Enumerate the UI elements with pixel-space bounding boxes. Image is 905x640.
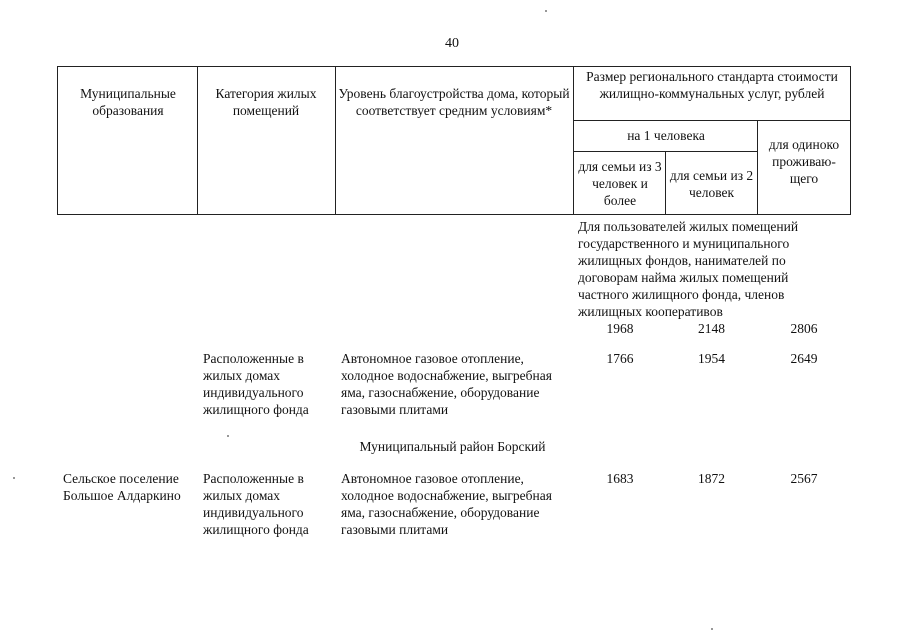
district-heading: Муниципальный район Борский — [359, 439, 546, 454]
value-cell: 1872 — [698, 471, 725, 486]
row-category: Расположенные в жилых домах индивидуального жилищного фонда — [203, 471, 309, 537]
value-cell: 1683 — [606, 471, 634, 486]
value-cell: 1954 — [698, 351, 725, 366]
value-cell: 2567 — [790, 471, 818, 486]
header-category: Категория жилых помещений — [215, 86, 317, 118]
header-level: Уровень благоустройства дома, который соответствует средним условиям* — [338, 86, 570, 118]
header-municipal: Муниципальные образования — [80, 86, 176, 118]
row-level: Автономное газовое отопление, холодное водоснабжение, выгребная яма, газоснабжение, оборудование газовыми плитами — [341, 471, 552, 537]
intro-note: Для пользователей жилых помещений государственного и муниципального жилищных фондов, нанимателей по договорам найма жилых помещений частного жилищного фонда, членов жилищных кооперативов — [578, 219, 799, 319]
scan-speck — [545, 10, 547, 12]
row-municipal: Сельское поселение Большое Алдаркино — [63, 471, 181, 503]
scan-speck — [13, 477, 15, 479]
page-number: 40 — [445, 36, 459, 51]
row-category: Расположенные в жилых домах индивидуального жилищного фонда — [203, 351, 309, 417]
header-family3: для семьи из 3 человек и более — [578, 159, 662, 208]
value-cell: 2806 — [790, 321, 818, 336]
row-level: Автономное газовое отопление, холодное водоснабжение, выгребная яма, газоснабжение, оборудование газовыми плитами — [341, 351, 552, 417]
scan-speck — [227, 435, 229, 437]
header-family2: для семьи из 2 человек — [669, 168, 754, 200]
scan-speck — [711, 628, 713, 630]
value-cell: 2649 — [790, 351, 818, 366]
header-per-person: на 1 человека — [627, 128, 705, 143]
header-single: для одиноко проживаю-щего — [768, 137, 840, 186]
header-size: Размер регионального стандарта стоимости жилищно-коммунальных услуг, рублей — [586, 69, 838, 101]
value-cell: 1766 — [606, 351, 634, 366]
value-cell: 2148 — [698, 321, 725, 336]
value-cell: 1968 — [606, 321, 634, 336]
